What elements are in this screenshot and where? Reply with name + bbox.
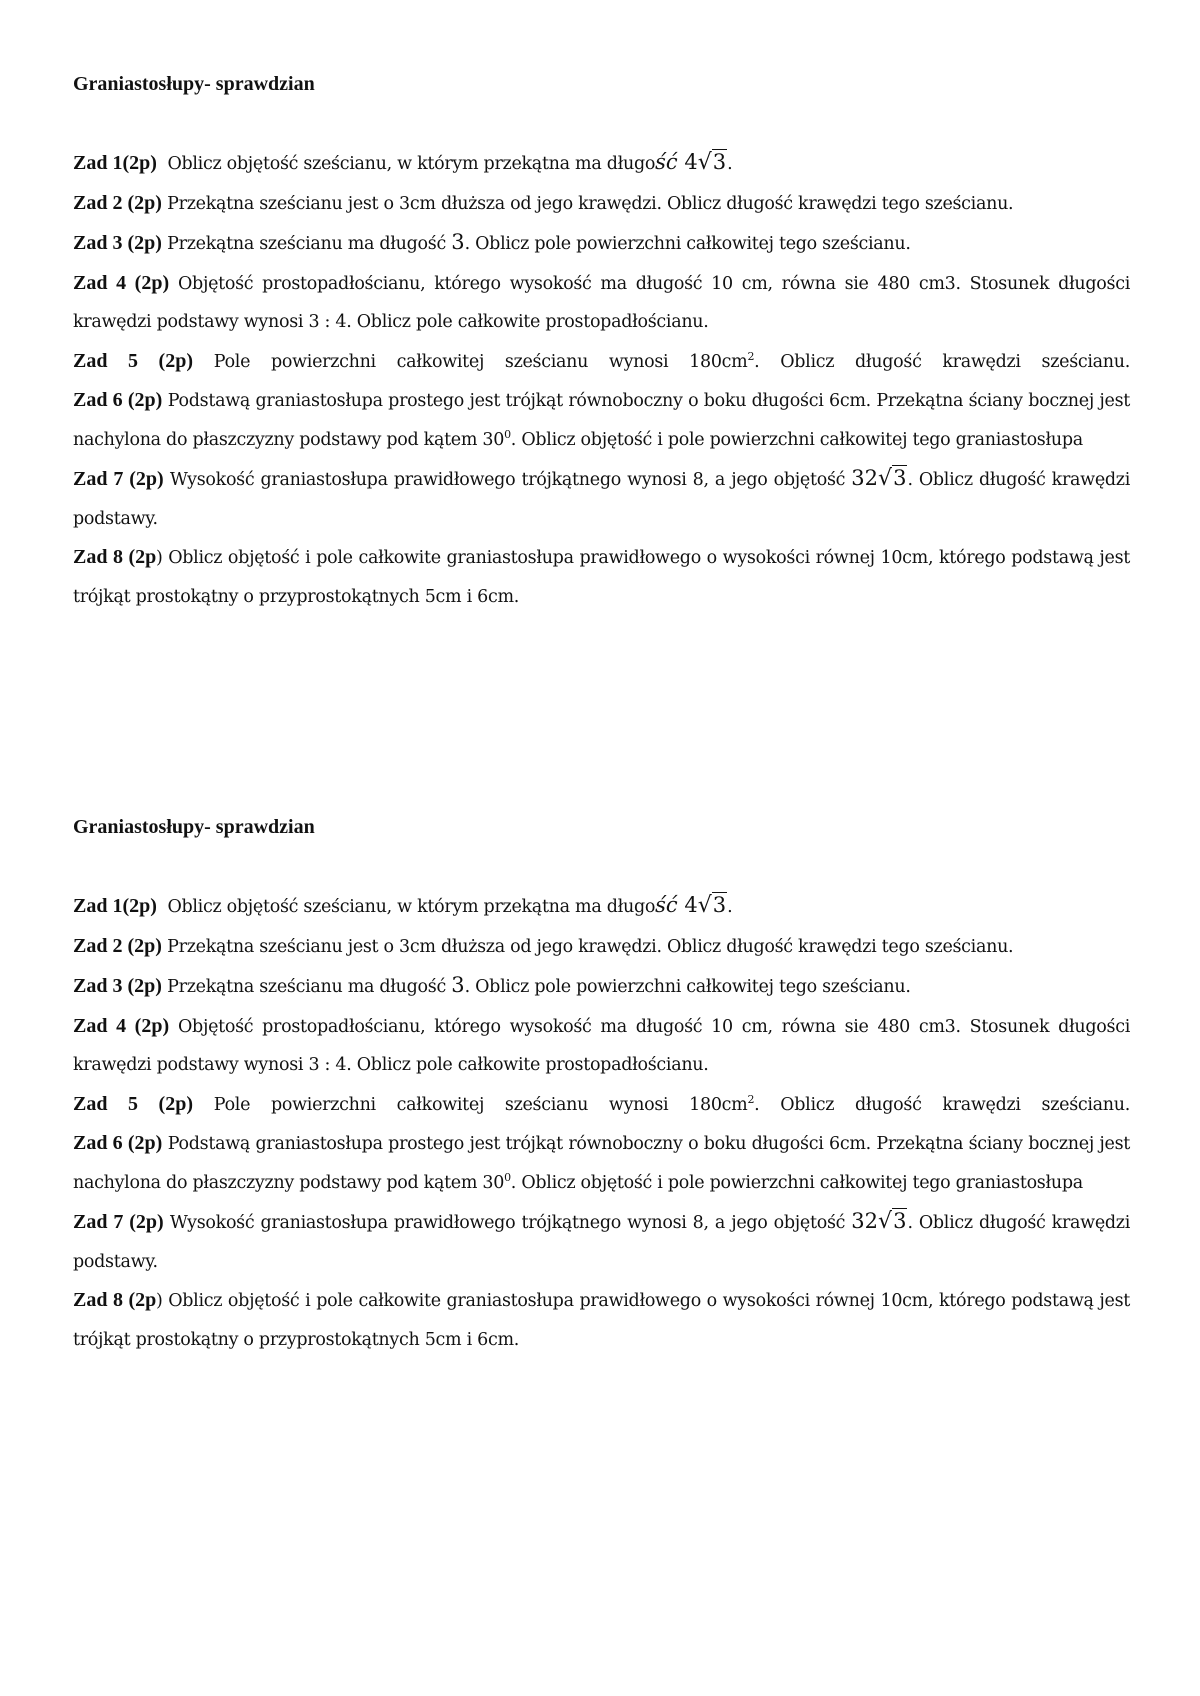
worksheet-1 [73, 70, 1130, 616]
math-fragment: 32√3 [851, 466, 907, 490]
math-value: 3 [451, 230, 465, 254]
task-label: Zad 2 (2p) [73, 191, 162, 214]
task-label: Zad 5 (2p) [73, 349, 193, 372]
task-1: Zad 1(2p) Oblicz objętość sześcianu, w którym przekątna ma długość 4√3. [73, 143, 1130, 184]
math-value: 3 [451, 973, 465, 997]
worksheet-title: Graniastosłupy- sprawdzian [73, 73, 315, 95]
task-text: Wysokość graniastosłupa prawidłowego trójkątnego wynosi 8, a jego objętość [169, 1213, 846, 1233]
math-fragment: ść 4√3 [655, 150, 727, 174]
superscript: 0 [504, 427, 511, 441]
worksheet-title: Graniastosłupy- sprawdzian [73, 816, 315, 838]
superscript: 2 [747, 1092, 755, 1106]
task-3: Zad 3 (2p) Przekątna sześcianu ma długość 3. Oblicz pole powierzchni całkowitej tego sześcianu. [73, 973, 911, 997]
math-fragment: ść 4√3 [655, 893, 727, 917]
task-label: Zad 5 (2p) [73, 1092, 193, 1115]
task-7: Zad 7 (2p) Wysokość graniastosłupa prawidłowego trójkątnego wynosi 8, a jego objętość 32√3. Oblicz długość krawędzi podstawy. [73, 1202, 1130, 1281]
square-root: √3 [697, 150, 727, 175]
task-label: Zad 4 (2p) [73, 1014, 170, 1037]
task-3: Zad 3 (2p) Przekątna sześcianu ma długość 3. Oblicz pole powierzchni całkowitej tego sześcianu. [73, 230, 911, 254]
task-label: Zad 7 (2p) [73, 468, 164, 490]
task-8: Zad 8 (2p) Oblicz objętość i pole całkowite graniastosłupa prawidłowego o wysokości równej 10cm, którego podstawą jest trójkąt prostokątny o przyprostokątnych 5cm i 6cm. [73, 1289, 1131, 1350]
task-label: Zad 1(2p) [73, 895, 157, 917]
task-2 [73, 927, 1130, 967]
task-text: Objętość prostopadłościanu, którego wysokość ma długość 10 cm, równa sie 480 cm3. Stosunek długości krawędzi podstawy wynosi 3 : 4. Oblicz pole całkowite prostopadłościanu. [73, 1016, 1130, 1075]
math-fragment: 32√3 [851, 1209, 907, 1233]
square-root: √3 [697, 893, 727, 918]
task-label: Zad 8 (2 [73, 1289, 146, 1311]
task-text: ) Oblicz objętość i pole całkowite graniastosłupa prawidłowego o wysokości równej 10cm, którego podstawą jest trójkąt prostokątny o przyprostokątnych 5cm i 6cm. [73, 548, 1131, 607]
square-root: √3 [878, 1209, 907, 1234]
task-1: Zad 1(2p) Oblicz objętość sześcianu, w którym przekątna ma długość 4√3. [73, 886, 1130, 927]
task-text: Oblicz objętość sześcianu, w którym przekątna ma długo [167, 897, 656, 917]
task-text: ) Oblicz objętość i pole całkowite graniastosłupa prawidłowego o wysokości równej 10cm, którego podstawą jest trójkąt prostokątny o przyprostokątnych 5cm i 6cm. [73, 1291, 1131, 1350]
task-label: Zad 6 (2p) [73, 1132, 163, 1154]
task-4 [73, 264, 1130, 342]
task-label: Zad 3 (2p) [73, 232, 162, 254]
task-text: Przekątna sześcianu ma długość [167, 977, 446, 997]
task-label: Zad 3 (2p) [73, 975, 162, 997]
task-label: Zad 1(2p) [73, 152, 157, 174]
task-label: Zad 8 (2 [73, 546, 146, 568]
worksheet-2 [73, 813, 1130, 1359]
task-text: Wysokość graniastosłupa prawidłowego trójkątnego wynosi 8, a jego objętość [169, 470, 846, 490]
task-label: Zad 6 (2p) [73, 389, 163, 411]
task-text: Podstawą graniastosłupa prostego jest trójkąt równoboczny o boku długości 6cm. Przekątna ściany bocznej jest nachylona do płaszczyzny podstawy pod kątem 30 [73, 391, 1131, 450]
task-label: Zad 4 (2p) [73, 271, 170, 294]
task-4 [73, 1007, 1130, 1085]
task-2 [73, 184, 1130, 224]
task-5: Zad 5 (2p) Pole powierzchni całkowitej sześcianu wynosi $180cm^2$. Oblicz długość krawędzi sześcianu. [73, 1092, 1131, 1115]
task-5: Zad 5 (2p) Pole powierzchni całkowitej sześcianu wynosi $180cm^2$. Oblicz długość krawędzi sześcianu. [73, 349, 1131, 372]
task-text: Oblicz objętość sześcianu, w którym przekątna ma długo [167, 154, 656, 174]
superscript: 2 [747, 349, 755, 363]
task-text: Podstawą graniastosłupa prostego jest trójkąt równoboczny o boku długości 6cm. Przekątna ściany bocznej jest nachylona do płaszczyzny podstawy pod kątem 30 [73, 1134, 1131, 1193]
task-text: Objętość prostopadłościanu, którego wysokość ma długość 10 cm, równa sie 480 cm3. Stosunek długości krawędzi podstawy wynosi 3 : 4. Oblicz pole całkowite prostopadłościanu. [73, 273, 1130, 332]
task-text: Przekątna sześcianu jest o 3cm dłuższa od jego krawędzi. Oblicz długość krawędzi tego sześcianu. [167, 936, 1014, 957]
task-7: Zad 7 (2p) Wysokość graniastosłupa prawidłowego trójkątnego wynosi 8, a jego objętość 32√3. Oblicz długość krawędzi podstawy. [73, 459, 1130, 538]
task-label: Zad 7 (2p) [73, 1211, 164, 1233]
square-root: √3 [878, 466, 907, 491]
task-text: Pole powierzchni całkowitej sześcianu wynosi 180cm [213, 351, 748, 372]
task-text: Przekątna sześcianu jest o 3cm dłuższa od jego krawędzi. Oblicz długość krawędzi tego sześcianu. [167, 193, 1014, 214]
task-label: Zad 2 (2p) [73, 934, 162, 957]
task-text: Pole powierzchni całkowitej sześcianu wynosi 180cm [213, 1094, 748, 1115]
task-8: Zad 8 (2p) Oblicz objętość i pole całkowite graniastosłupa prawidłowego o wysokości równej 10cm, którego podstawą jest trójkąt prostokątny o przyprostokątnych 5cm i 6cm. [73, 546, 1131, 607]
task-6: Zad 6 (2p) Podstawą graniastosłupa prostego jest trójkąt równoboczny o boku długości 6cm. Przekątna ściany bocznej jest nachylona do płaszczyzny podstawy pod kątem $30^0$. Oblicz objętość i pole powierzchni całkowitej tego graniastosłupa [73, 389, 1131, 450]
task-text: Przekątna sześcianu ma długość [167, 234, 446, 254]
superscript: 0 [504, 1170, 511, 1184]
task-6: Zad 6 (2p) Podstawą graniastosłupa prostego jest trójkąt równoboczny o boku długości 6cm. Przekątna ściany bocznej jest nachylona do płaszczyzny podstawy pod kątem $30^0$. Oblicz objętość i pole powierzchni całkowitej tego graniastosłupa [73, 1132, 1131, 1193]
